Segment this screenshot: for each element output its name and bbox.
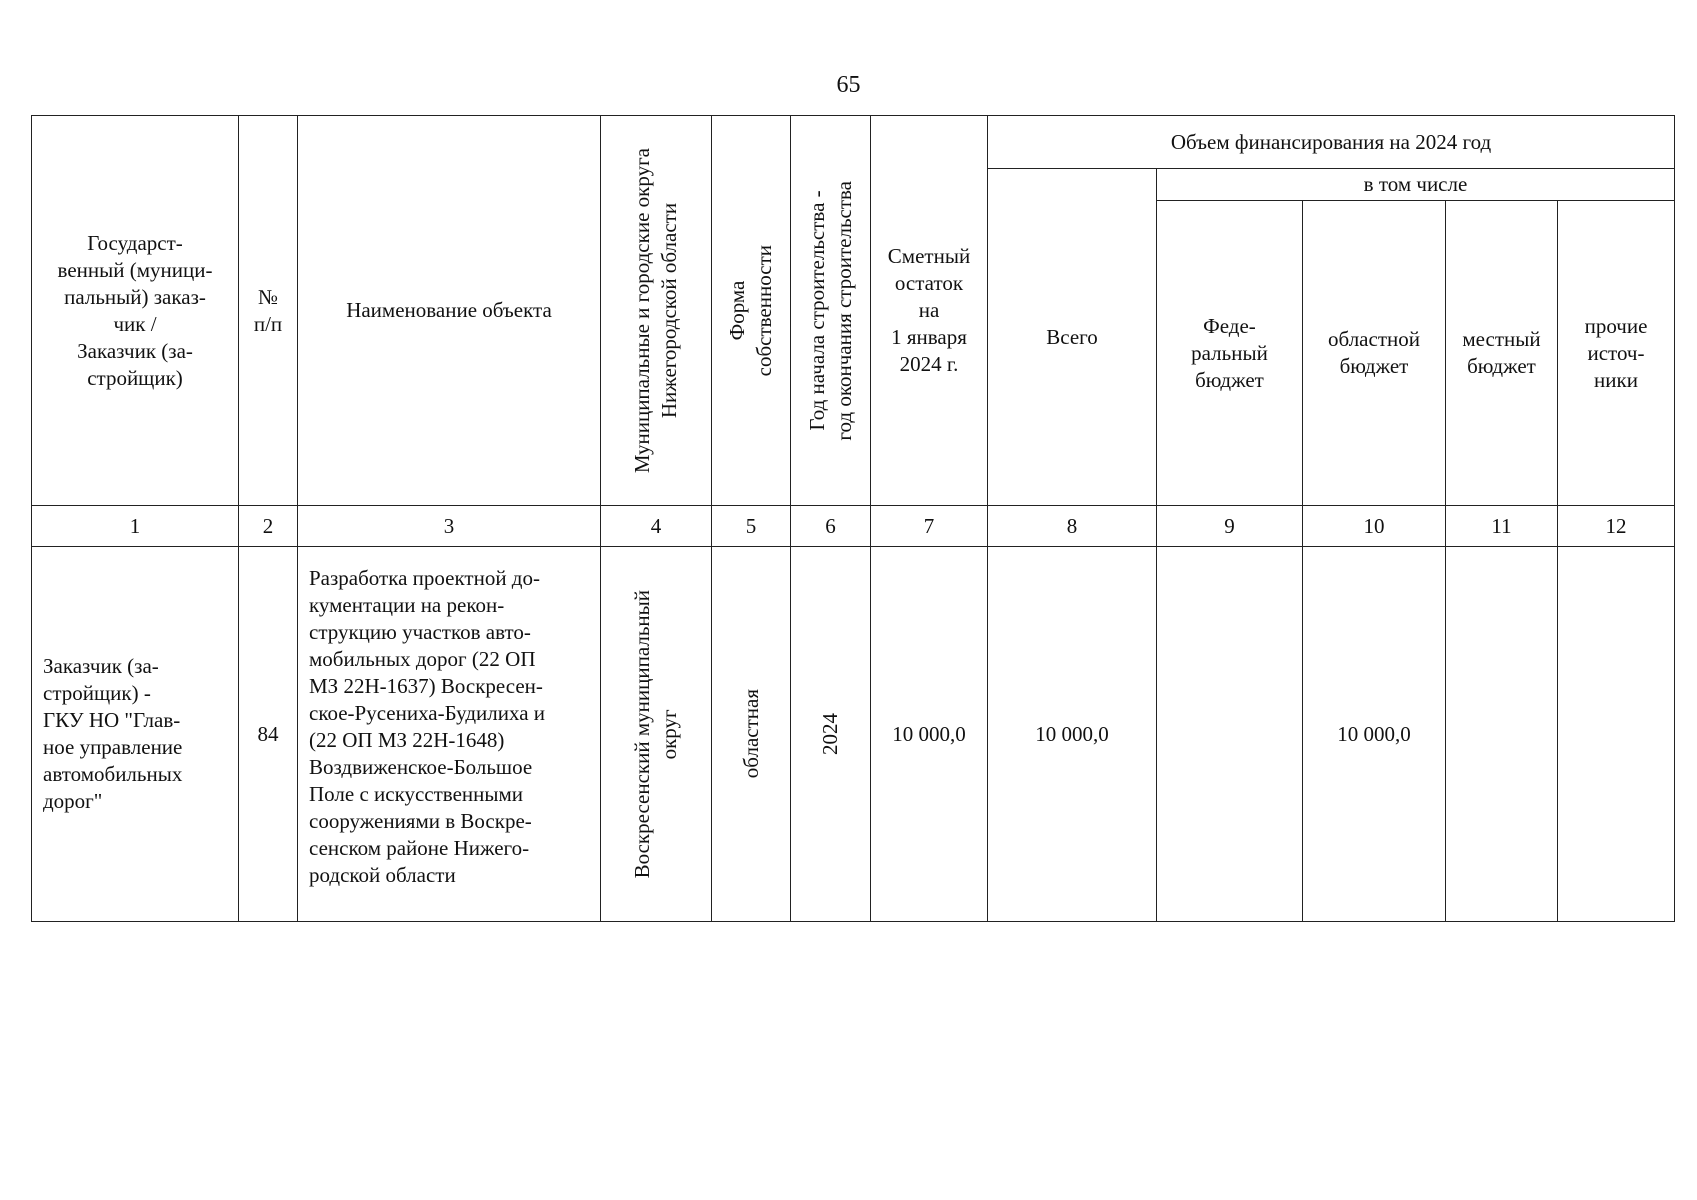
header-object-name: Наименование объекта bbox=[298, 116, 601, 506]
header-years-text: Год начала строительства - год окончания строительства bbox=[804, 180, 856, 441]
column-number-row bbox=[32, 506, 1675, 547]
header-regional: областной бюджет bbox=[1303, 201, 1446, 506]
column-number: 10 bbox=[1303, 506, 1446, 547]
header-including: в том числе bbox=[1157, 169, 1675, 201]
row-other bbox=[1558, 547, 1675, 922]
header-ownership bbox=[712, 116, 791, 506]
header-total: Всего bbox=[988, 169, 1157, 506]
header-municipality bbox=[601, 116, 712, 506]
row-regional: 10 000,0 bbox=[1303, 547, 1446, 922]
column-number: 9 bbox=[1157, 506, 1303, 547]
column-number: 6 bbox=[791, 506, 871, 547]
financing-table bbox=[31, 115, 1675, 922]
row-years-text: 2024 bbox=[818, 713, 842, 755]
header-years bbox=[791, 116, 871, 506]
column-number: 7 bbox=[871, 506, 988, 547]
table-row bbox=[32, 547, 1675, 922]
header-customer: Государст- венный (муници- пальный) заказ- чик / Заказчик (за- стройщик) bbox=[32, 116, 239, 506]
column-number: 12 bbox=[1558, 506, 1675, 547]
row-years bbox=[791, 547, 871, 922]
column-number: 3 bbox=[298, 506, 601, 547]
column-number: 4 bbox=[601, 506, 712, 547]
row-customer: Заказчик (за- стройщик) - ГКУ НО "Глав- ное управление автомобильных дорог" bbox=[32, 547, 239, 922]
header-municipality-text: Муниципальные и городские округа Нижегородской области bbox=[630, 147, 681, 474]
row-estimate-balance: 10 000,0 bbox=[871, 547, 988, 922]
row-object-name: Разработка проектной до- кументации на рекон- струкцию участков авто- мобильных дорог (22 ОП МЗ 22Н-1637) Воскресен- ское-Русениха-Будилиха и (22 ОП МЗ 22Н-1648) Воздвиженское-Большое Поле с искусственными сооружениями в Воскре- сенском районе Нижего- родской области bbox=[298, 547, 601, 922]
row-ownership-text: областная bbox=[738, 689, 763, 779]
column-number: 1 bbox=[32, 506, 239, 547]
row-municipality bbox=[601, 547, 712, 922]
row-ownership bbox=[712, 547, 791, 922]
page-number: 65 bbox=[836, 72, 861, 98]
header-estimate-balance: Сметный остаток на 1 января 2024 г. bbox=[871, 116, 988, 506]
header-funding: Объем финансирования на 2024 год bbox=[988, 116, 1675, 169]
column-number: 2 bbox=[239, 506, 298, 547]
row-total: 10 000,0 bbox=[988, 547, 1157, 922]
row-municipality-text: Воскресенский муниципальный округ bbox=[630, 589, 681, 879]
column-number: 8 bbox=[988, 506, 1157, 547]
header-row-1 bbox=[32, 116, 1675, 169]
header-local: местный бюджет bbox=[1446, 201, 1558, 506]
header-other: прочие источ- ники bbox=[1558, 201, 1675, 506]
column-number: 11 bbox=[1446, 506, 1558, 547]
column-number: 5 bbox=[712, 506, 791, 547]
header-ownership-text: Форма собственности bbox=[725, 244, 776, 377]
row-federal bbox=[1157, 547, 1303, 922]
header-federal: Феде- ральный бюджет bbox=[1157, 201, 1303, 506]
header-number: № п/п bbox=[239, 116, 298, 506]
row-local bbox=[1446, 547, 1558, 922]
row-number: 84 bbox=[239, 547, 298, 922]
